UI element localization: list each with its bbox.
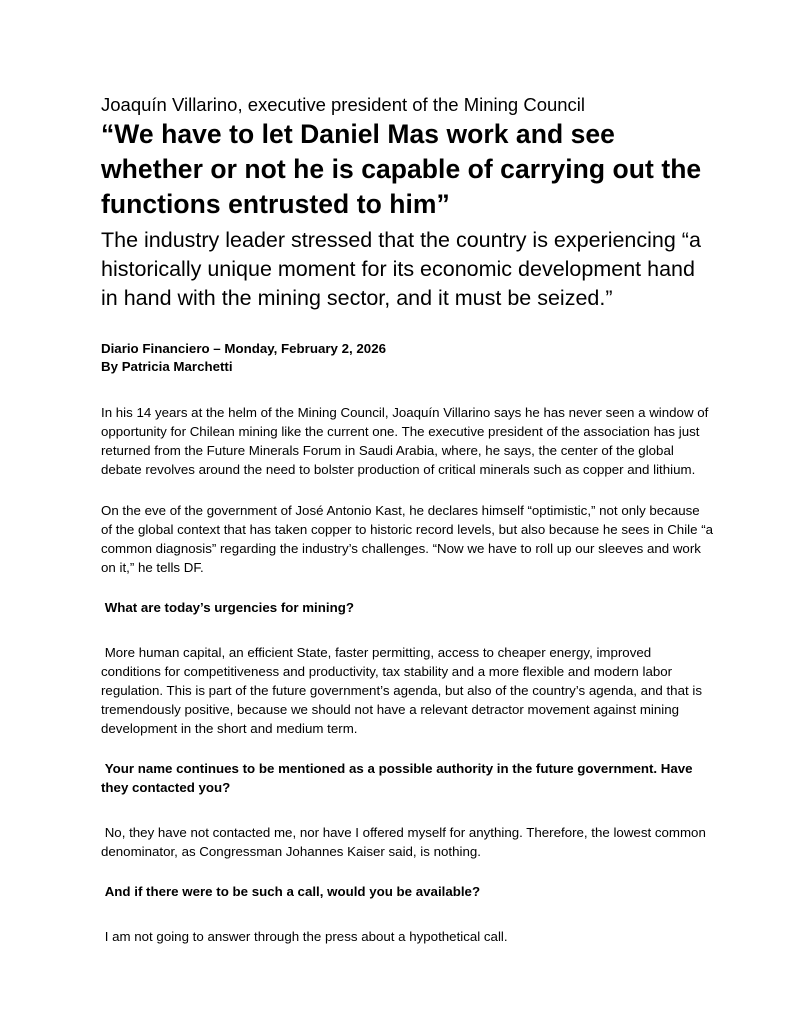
interview-answer: More human capital, an efficient State, faster permitting, access to cheaper energy, improved conditions for competitiveness and productivity, tax stability and a more flexible and modern labor regulation. This is part of the future government’s agenda, but also of the country’s agenda, and that is tremendously positive, because we should not have a relevant detractor movement against mining development in the short and medium term. bbox=[101, 645, 706, 736]
source-line: Diario Financiero – Monday, February 2, 2026 bbox=[101, 341, 386, 356]
interview-question: And if there were to be such a call, would you be available? bbox=[101, 884, 481, 899]
body-paragraph: On the eve of the government of José Antonio Kast, he declares himself “optimistic,” not only because of the global context that has taken copper to historic record levels, but also because he sees in Chile “a common diagnosis” regarding the industry’s challenges. “Now we have to roll up our sleeves and work on it,” he tells DF. bbox=[101, 503, 714, 575]
article-deck: The industry leader stressed that the country is experiencing “a historically unique moment for its economic development hand in hand with the mining sector, and it must be seized.” bbox=[101, 228, 701, 310]
article-kicker: Joaquín Villarino, executive president of the Mining Council bbox=[101, 94, 586, 115]
interview-question: What are today’s urgencies for mining? bbox=[101, 600, 354, 615]
interview-answer: I am not going to answer through the press about a hypothetical call. bbox=[101, 929, 508, 944]
author-line: By Patricia Marchetti bbox=[101, 359, 233, 374]
byline bbox=[101, 340, 713, 376]
body-paragraph: In his 14 years at the helm of the Mining Council, Joaquín Villarino says he has never seen a window of opportunity for Chilean mining like the current one. The executive president of the association has just returned from the Future Minerals Forum in Saudi Arabia, where, he says, the center of the global debate revolves around the need to bolster production of critical minerals such as copper and lithium. bbox=[101, 405, 709, 477]
interview-answer: No, they have not contacted me, nor have I offered myself for anything. Therefore, the lowest common denominator, as Congressman Johannes Kaiser said, is nothing. bbox=[101, 825, 710, 859]
interview-question: Your name continues to be mentioned as a possible authority in the future government. Have they contacted you? bbox=[101, 761, 697, 795]
article-headline: “We have to let Daniel Mas work and see whether or not he is capable of carrying out the functions entrusted to him” bbox=[101, 119, 702, 219]
article bbox=[101, 93, 713, 946]
